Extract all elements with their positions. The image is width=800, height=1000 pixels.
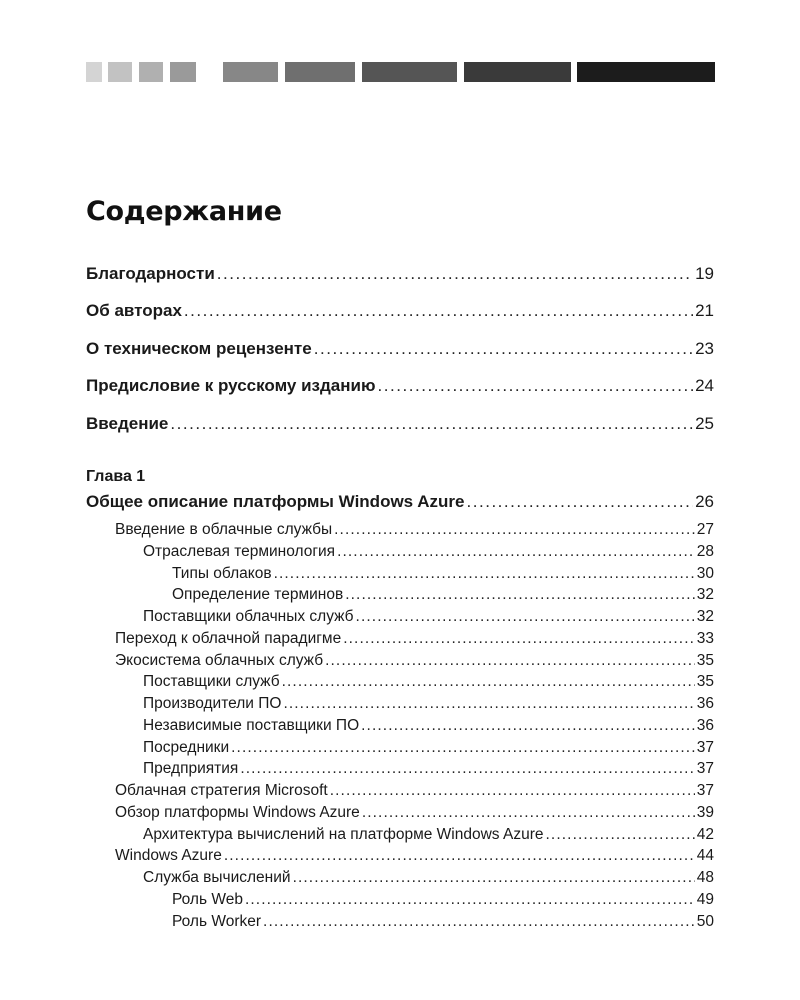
toc-entry-page-number: 32 <box>696 586 714 603</box>
toc-entry-label: Отраслевая терминология <box>143 543 336 560</box>
header-bar-segment <box>86 62 102 82</box>
dot-leader <box>325 652 695 670</box>
toc-entry-label: Служба вычислений <box>143 869 291 886</box>
toc-entry-level-3[interactable] <box>172 913 714 933</box>
toc-entry-label: Введение в облачные службы <box>115 521 333 538</box>
toc-entry-page-number: 19 <box>695 264 714 283</box>
toc-entry-level-3[interactable] <box>172 586 714 606</box>
toc-entry-label: О техническом рецензенте <box>86 339 312 358</box>
toc-entry-label: Благодарности <box>86 264 215 283</box>
toc-entry-level-1[interactable] <box>115 630 714 650</box>
toc-entry-page-number: 32 <box>696 608 714 625</box>
toc-entry-front-matter[interactable] <box>86 264 714 286</box>
dot-leader <box>314 339 693 359</box>
dot-leader <box>282 673 695 691</box>
toc-entry-page-number: 37 <box>696 739 714 756</box>
toc-entry-page-number: 36 <box>696 717 714 734</box>
dot-leader <box>170 414 693 434</box>
toc-entry-page-number: 37 <box>696 760 714 777</box>
dot-leader <box>283 695 694 713</box>
toc-entry-page-number: 21 <box>695 301 714 320</box>
dot-leader <box>356 608 695 626</box>
page-title: Содержание <box>86 196 282 227</box>
toc-entry-label: Роль Worker <box>172 913 262 930</box>
toc-entry-level-2[interactable] <box>143 543 714 563</box>
toc-entry-label: Предприятия <box>143 760 239 777</box>
toc-entry-page-number: 24 <box>695 376 714 395</box>
toc-entry-page-number: 26 <box>695 492 714 511</box>
toc-entry-page-number: 39 <box>696 804 714 821</box>
toc-entry-level-1[interactable] <box>115 847 714 867</box>
toc-entry-label: Посредники <box>143 739 230 756</box>
toc-entry-label: Общее описание платформы Windows Azure <box>86 492 465 511</box>
dot-leader <box>245 891 695 909</box>
header-bar-segment <box>108 62 132 82</box>
toc-entry-label: Об авторах <box>86 301 182 320</box>
dot-leader <box>224 847 695 865</box>
toc-entry-page-number: 28 <box>696 543 714 560</box>
dot-leader <box>240 760 694 778</box>
toc-entry-page-number: 25 <box>695 414 714 433</box>
header-bar-segment <box>223 62 278 82</box>
dot-leader <box>231 739 695 757</box>
toc-entry-level-2[interactable] <box>143 717 714 737</box>
toc-entry-label: Экосистема облачных служб <box>115 652 324 669</box>
header-bar-segment <box>362 62 457 82</box>
dot-leader <box>263 913 695 931</box>
header-bar-segment <box>139 62 163 82</box>
dot-leader <box>293 869 695 887</box>
dot-leader <box>377 376 693 396</box>
toc-entry-page-number: 23 <box>695 339 714 358</box>
dot-leader <box>330 782 695 800</box>
toc-entry-label: Определение терминов <box>172 586 344 603</box>
toc-entry-front-matter[interactable] <box>86 301 714 323</box>
toc-entry-label: Роль Web <box>172 891 243 908</box>
toc-entry-level-2[interactable] <box>143 739 714 759</box>
toc-entry-page-number: 37 <box>696 782 714 799</box>
dot-leader <box>274 565 695 583</box>
toc-entry-page-number: 48 <box>696 869 714 886</box>
chapter-title-entry[interactable] <box>86 492 714 514</box>
toc-entry-page-number: 36 <box>696 695 714 712</box>
dot-leader <box>466 492 693 512</box>
toc-entry-label: Windows Azure <box>115 847 222 864</box>
toc-entry-label: Поставщики служб <box>143 673 280 690</box>
toc-entry-label: Предисловие к русскому изданию <box>86 376 376 395</box>
dot-leader <box>184 301 693 321</box>
toc-entry-level-2[interactable] <box>143 673 714 693</box>
dot-leader <box>334 521 695 539</box>
chapter-number: Глава 1 <box>86 468 146 485</box>
toc-entry-page-number: 27 <box>696 521 714 538</box>
toc-entry-page-number: 33 <box>696 630 714 647</box>
toc-entry-label: Независимые поставщики ПО <box>143 717 360 734</box>
toc-entry-page-number: 35 <box>696 673 714 690</box>
toc-entry-level-1[interactable] <box>115 804 714 824</box>
dot-leader <box>361 717 695 735</box>
toc-entry-page-number: 49 <box>696 891 714 908</box>
dot-leader <box>546 826 695 844</box>
dot-leader <box>362 804 695 822</box>
toc-entry-label: Введение <box>86 414 169 433</box>
toc-entry-level-2[interactable] <box>143 760 714 780</box>
toc-entry-label: Обзор платформы Windows Azure <box>115 804 360 821</box>
toc-entry-label: Поставщики облачных служб <box>143 608 354 625</box>
toc-entry-page-number: 30 <box>696 565 714 582</box>
dot-leader <box>337 543 695 561</box>
dot-leader <box>217 264 693 284</box>
toc-entry-page-number: 42 <box>696 826 714 843</box>
toc-entry-page-number: 50 <box>696 913 714 930</box>
header-bar-segment <box>285 62 355 82</box>
toc-entry-front-matter[interactable] <box>86 414 714 436</box>
header-bar-segment <box>464 62 571 82</box>
toc-entry-page-number: 44 <box>696 847 714 864</box>
toc-entry-level-1[interactable] <box>115 521 714 541</box>
toc-entry-front-matter[interactable] <box>86 376 714 398</box>
toc-entry-level-1[interactable] <box>115 782 714 802</box>
toc-entry-level-1[interactable] <box>115 652 714 672</box>
toc-entry-level-2[interactable] <box>143 695 714 715</box>
dot-leader <box>345 586 695 604</box>
toc-entry-level-3[interactable] <box>172 565 714 585</box>
header-bar-segment <box>170 62 196 82</box>
toc-entry-level-2[interactable] <box>143 608 714 628</box>
toc-entry-level-2[interactable] <box>143 869 714 889</box>
toc-entry-label: Облачная стратегия Microsoft <box>115 782 328 799</box>
dot-leader <box>343 630 695 648</box>
header-bar-segment <box>577 62 715 82</box>
toc-entry-level-3[interactable] <box>172 891 714 911</box>
toc-entry-label: Производители ПО <box>143 695 282 712</box>
toc-entry-label: Переход к облачной парадигме <box>115 630 342 647</box>
toc-entry-level-2[interactable] <box>143 826 714 846</box>
toc-entry-label: Типы облаков <box>172 565 272 582</box>
toc-entry-page-number: 35 <box>696 652 714 669</box>
toc-entry-label: Архитектура вычислений на платформе Windows Azure <box>143 826 544 843</box>
toc-entry-front-matter[interactable] <box>86 339 714 361</box>
